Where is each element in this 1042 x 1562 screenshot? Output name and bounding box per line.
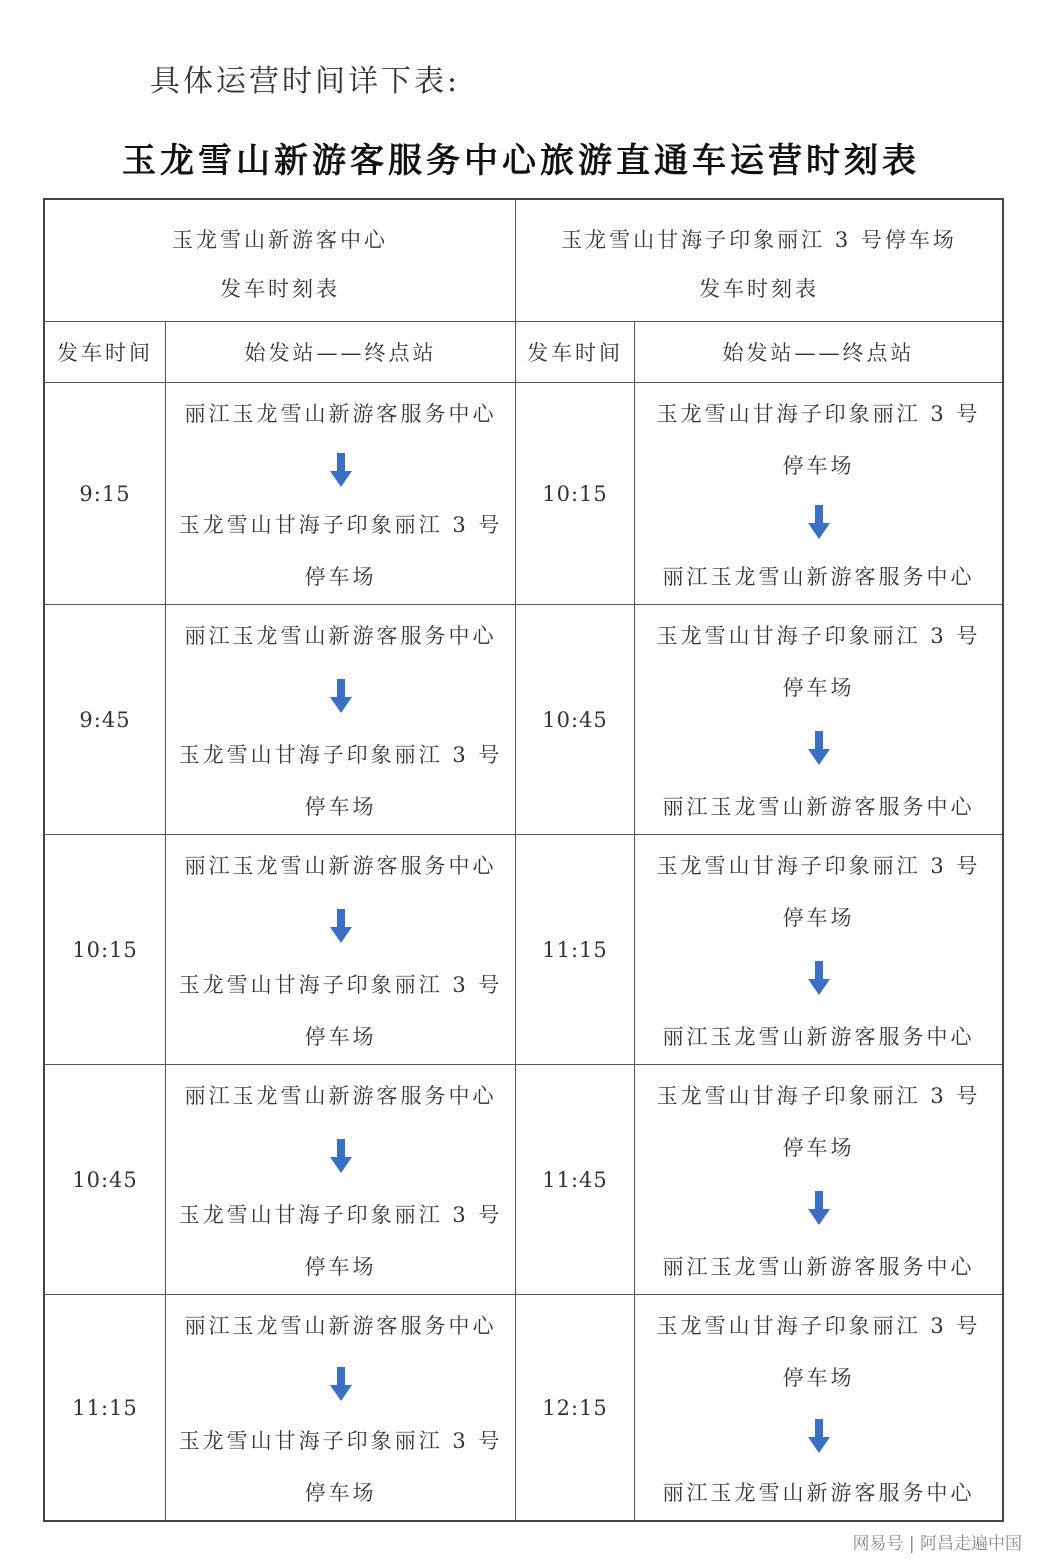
- origin-station: [657, 399, 981, 481]
- destination-station: [179, 1200, 503, 1282]
- destination-line-1: 玉龙雪山甘海子印象丽江 3 号: [178, 743, 503, 767]
- left-route-column-header: 始发站——终点站: [166, 322, 516, 383]
- origin-station: [657, 1311, 981, 1393]
- right-departure-time: 12:15: [516, 1295, 635, 1520]
- down-arrow-icon: [330, 1367, 352, 1401]
- origin-station: 丽江玉龙雪山新游客服务中心: [184, 1084, 497, 1108]
- destination-line-2: 停车场: [304, 795, 377, 819]
- destination-station: [179, 1426, 503, 1508]
- down-arrow-icon: [330, 1139, 352, 1173]
- right-group-title: 玉龙雪山甘海子印象丽江 3 号停车场: [561, 227, 957, 252]
- left-route-cell: [166, 835, 516, 1065]
- left-route-cell: [166, 1295, 516, 1520]
- down-arrow-icon: [808, 961, 830, 995]
- origin-line-2: 停车场: [782, 454, 855, 478]
- left-departure-time: 9:15: [45, 383, 166, 605]
- page-title: 玉龙雪山新游客服务中心旅游直通车运营时刻表: [122, 141, 920, 181]
- origin-station: 丽江玉龙雪山新游客服务中心: [184, 854, 497, 878]
- right-route-cell: [635, 383, 1002, 605]
- left-route-cell: [166, 383, 516, 605]
- left-departure-time: 11:15: [45, 1295, 166, 1520]
- origin-line-2: 停车场: [782, 906, 855, 930]
- left-departure-time: 10:45: [45, 1065, 166, 1295]
- watermark: 网易号 | 阿昌走遍中国: [852, 1534, 1022, 1554]
- right-departure-time: 11:45: [516, 1065, 635, 1295]
- destination-station: 丽江玉龙雪山新游客服务中心: [662, 1481, 975, 1505]
- left-time-column-header: 发车时间: [45, 322, 166, 383]
- destination-line-1: 玉龙雪山甘海子印象丽江 3 号: [178, 513, 503, 537]
- left-departure-time: 9:45: [45, 605, 166, 835]
- origin-station: [657, 851, 981, 933]
- destination-station: 丽江玉龙雪山新游客服务中心: [662, 1025, 975, 1049]
- intro-text: 具体运营时间详下表:: [150, 64, 461, 99]
- destination-station: 丽江玉龙雪山新游客服务中心: [662, 565, 975, 589]
- down-arrow-icon: [330, 453, 352, 487]
- left-departure-time: 10:15: [45, 835, 166, 1065]
- right-departure-time: 11:15: [516, 835, 635, 1065]
- origin-station: 丽江玉龙雪山新游客服务中心: [184, 402, 497, 426]
- destination-line-2: 停车场: [304, 1481, 377, 1505]
- right-departure-time: 10:45: [516, 605, 635, 835]
- destination-line-2: 停车场: [304, 1255, 377, 1279]
- origin-line-1: 玉龙雪山甘海子印象丽江 3 号: [656, 402, 981, 426]
- origin-line-1: 玉龙雪山甘海子印象丽江 3 号: [656, 1314, 981, 1338]
- down-arrow-icon: [808, 1191, 830, 1225]
- down-arrow-icon: [330, 679, 352, 713]
- right-departure-time: 10:15: [516, 383, 635, 605]
- schedule-table: [43, 198, 1004, 1522]
- left-route-cell: [166, 1065, 516, 1295]
- left-group-title: 玉龙雪山新游客中心: [172, 227, 388, 252]
- left-group-header: [45, 200, 516, 322]
- destination-station: [179, 510, 503, 592]
- right-route-cell: [635, 835, 1002, 1065]
- destination-station: 丽江玉龙雪山新游客服务中心: [662, 795, 975, 819]
- right-route-cell: [635, 605, 1002, 835]
- right-route-cell: [635, 1065, 1002, 1295]
- destination-station: [179, 740, 503, 822]
- origin-line-2: 停车场: [782, 1366, 855, 1390]
- origin-station: [657, 621, 981, 703]
- destination-line-1: 玉龙雪山甘海子印象丽江 3 号: [178, 1203, 503, 1227]
- origin-station: [657, 1081, 981, 1163]
- right-group-header: [516, 200, 1002, 322]
- destination-station: [179, 970, 503, 1052]
- destination-station: 丽江玉龙雪山新游客服务中心: [662, 1255, 975, 1279]
- origin-line-2: 停车场: [782, 676, 855, 700]
- origin-station: 丽江玉龙雪山新游客服务中心: [184, 624, 497, 648]
- left-group-subtitle: 发车时刻表: [220, 277, 340, 302]
- down-arrow-icon: [808, 505, 830, 539]
- destination-line-2: 停车场: [304, 565, 377, 589]
- destination-line-1: 玉龙雪山甘海子印象丽江 3 号: [178, 1429, 503, 1453]
- origin-line-1: 玉龙雪山甘海子印象丽江 3 号: [656, 854, 981, 878]
- right-time-column-header: 发车时间: [516, 322, 635, 383]
- origin-line-1: 玉龙雪山甘海子印象丽江 3 号: [656, 624, 981, 648]
- origin-line-1: 玉龙雪山甘海子印象丽江 3 号: [656, 1084, 981, 1108]
- destination-line-2: 停车场: [304, 1025, 377, 1049]
- right-group-subtitle: 发车时刻表: [699, 277, 819, 302]
- down-arrow-icon: [330, 909, 352, 943]
- destination-line-1: 玉龙雪山甘海子印象丽江 3 号: [178, 973, 503, 997]
- down-arrow-icon: [808, 731, 830, 765]
- right-route-cell: [635, 1295, 1002, 1520]
- right-route-column-header: 始发站——终点站: [635, 322, 1002, 383]
- left-route-cell: [166, 605, 516, 835]
- origin-line-2: 停车场: [782, 1136, 855, 1160]
- down-arrow-icon: [808, 1419, 830, 1453]
- origin-station: 丽江玉龙雪山新游客服务中心: [184, 1314, 497, 1338]
